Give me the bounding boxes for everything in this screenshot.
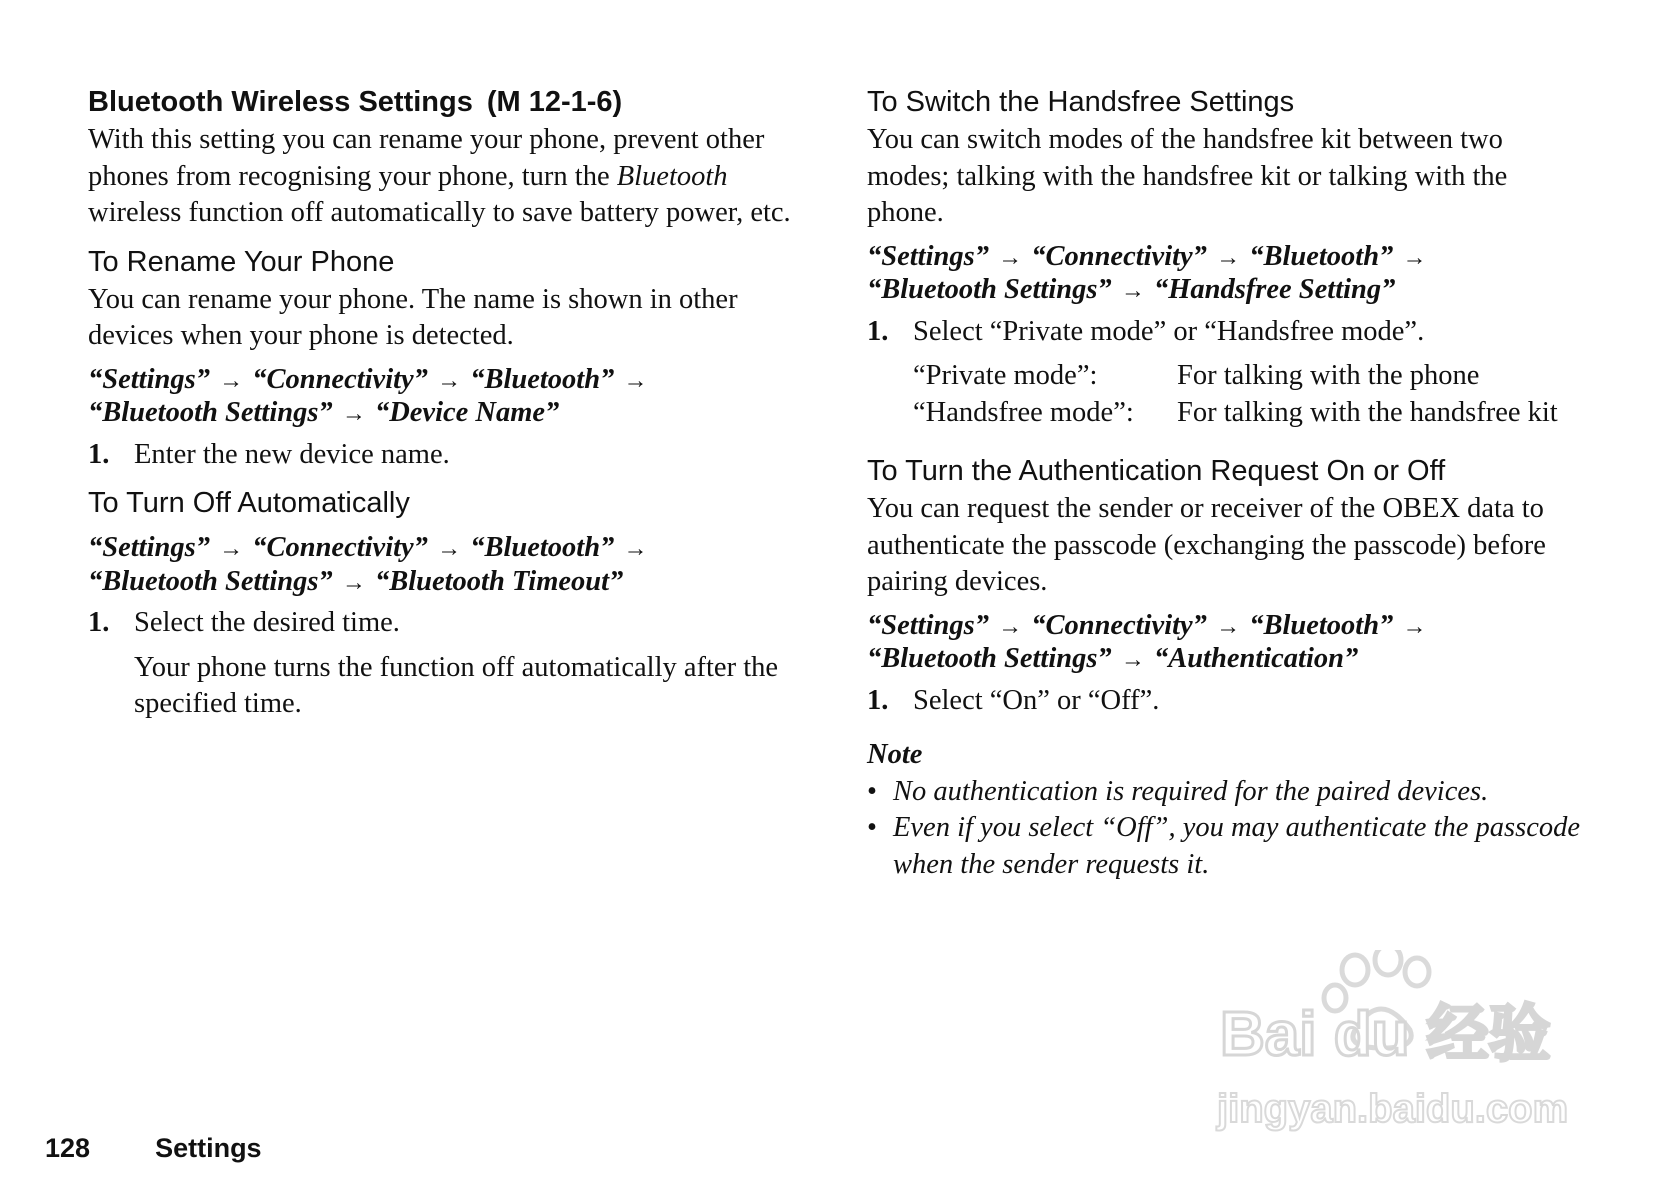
bullet-icon: • <box>867 812 877 843</box>
arrow-icon: → <box>1216 244 1241 271</box>
mode-row-private: “Private mode”: For talking with the phone <box>913 360 1480 391</box>
page-number: 128 <box>45 1133 91 1163</box>
arrow-icon: → <box>219 536 244 562</box>
arrow-icon: → <box>437 367 462 394</box>
left-column <box>88 82 803 723</box>
arrow-icon: → <box>437 536 462 562</box>
arrow-icon: → <box>623 536 648 562</box>
note-item: • No authentication is required for the paired devices. <box>867 774 1587 811</box>
handsfree-heading: To Switch the Handsfree Settings <box>867 86 1295 118</box>
rename-heading: To Rename Your Phone <box>88 245 395 278</box>
page-title: Bluetooth Wireless Settings (M 12-1-6) <box>88 86 623 118</box>
arrow-icon: → <box>998 613 1023 640</box>
handsfree-menu-path: “Settings” → “Connectivity” → “Bluetooth” → “Bluetooth Settings” → “Handsfree Setting” <box>867 240 1427 305</box>
arrow-icon: → <box>341 401 366 427</box>
menu-code: (M 12-1-6) <box>486 86 623 118</box>
auth-step: 1. Select “On” or “Off”. <box>867 684 1160 716</box>
handsfree-body: You can switch modes of the handsfree kit between two modes; talking with the handsfree kit or talking with the phone. <box>867 124 1508 228</box>
arrow-icon: → <box>1120 278 1145 304</box>
arrow-icon: → <box>1402 613 1427 640</box>
auth-menu-path: “Settings” → “Connectivity” → “Bluetooth” → “Bluetooth Settings” → “Authentication” <box>867 609 1427 674</box>
handsfree-step: 1. Select “Private mode” or “Handsfree mode”. <box>867 315 1425 347</box>
turnoff-step-note: Your phone turns the function off automatically after the specified time. <box>134 651 779 719</box>
turnoff-menu-path: “Settings” → “Connectivity” → “Bluetooth” → “Bluetooth Settings” → “Bluetooth Timeout” <box>88 532 648 597</box>
rename-menu-path: “Settings” → “Connectivity” → “Bluetooth” → “Bluetooth Settings” → “Device Name” <box>88 363 648 428</box>
arrow-icon: → <box>1120 647 1145 673</box>
page-footer <box>45 1132 262 1164</box>
arrow-icon: → <box>1216 613 1241 640</box>
bluetooth-italic-term: Bluetooth <box>616 160 728 192</box>
turnoff-step: 1. Select the desired time. <box>88 607 400 638</box>
turnoff-heading: To Turn Off Automatically <box>88 487 410 519</box>
watermark-brand: Bai du 经验 <box>1220 1000 1551 1069</box>
note-item: • Even if you select “Off”, you may authenticate the passcode when the sender requests it. <box>867 810 1587 883</box>
footer-section: Settings <box>155 1133 262 1163</box>
bullet-icon: • <box>867 775 877 807</box>
baidu-jingyan-watermark <box>1205 950 1605 1140</box>
watermark-url: jingyan.baidu.com <box>1217 1087 1569 1131</box>
arrow-icon: → <box>219 367 244 394</box>
note-title: Note <box>867 739 923 770</box>
auth-heading: To Turn the Authentication Request On or Off <box>867 455 1446 487</box>
mode-row-handsfree: “Handsfree mode”: For talking with the handsfree kit <box>913 396 1558 428</box>
auth-body: You can request the sender or receiver of the OBEX data to authenticate the passcode (exchanging the passcode) before pairing devices. <box>867 493 1546 597</box>
arrow-icon: → <box>341 569 366 596</box>
arrow-icon: → <box>1402 244 1427 271</box>
rename-step: 1. Enter the new device name. <box>88 438 450 470</box>
rename-body: You can rename your phone. The name is shown in other devices when your phone is detected. <box>88 283 738 351</box>
intro-paragraph: With this setting you can rename your phone, prevent other phones from recognising your phone, turn the Bluetooth wireless function off automatically to save battery power, etc. <box>88 124 791 228</box>
arrow-icon: → <box>623 367 648 394</box>
right-column <box>867 82 1587 883</box>
arrow-icon: → <box>998 244 1023 271</box>
mode-table <box>913 358 1587 431</box>
